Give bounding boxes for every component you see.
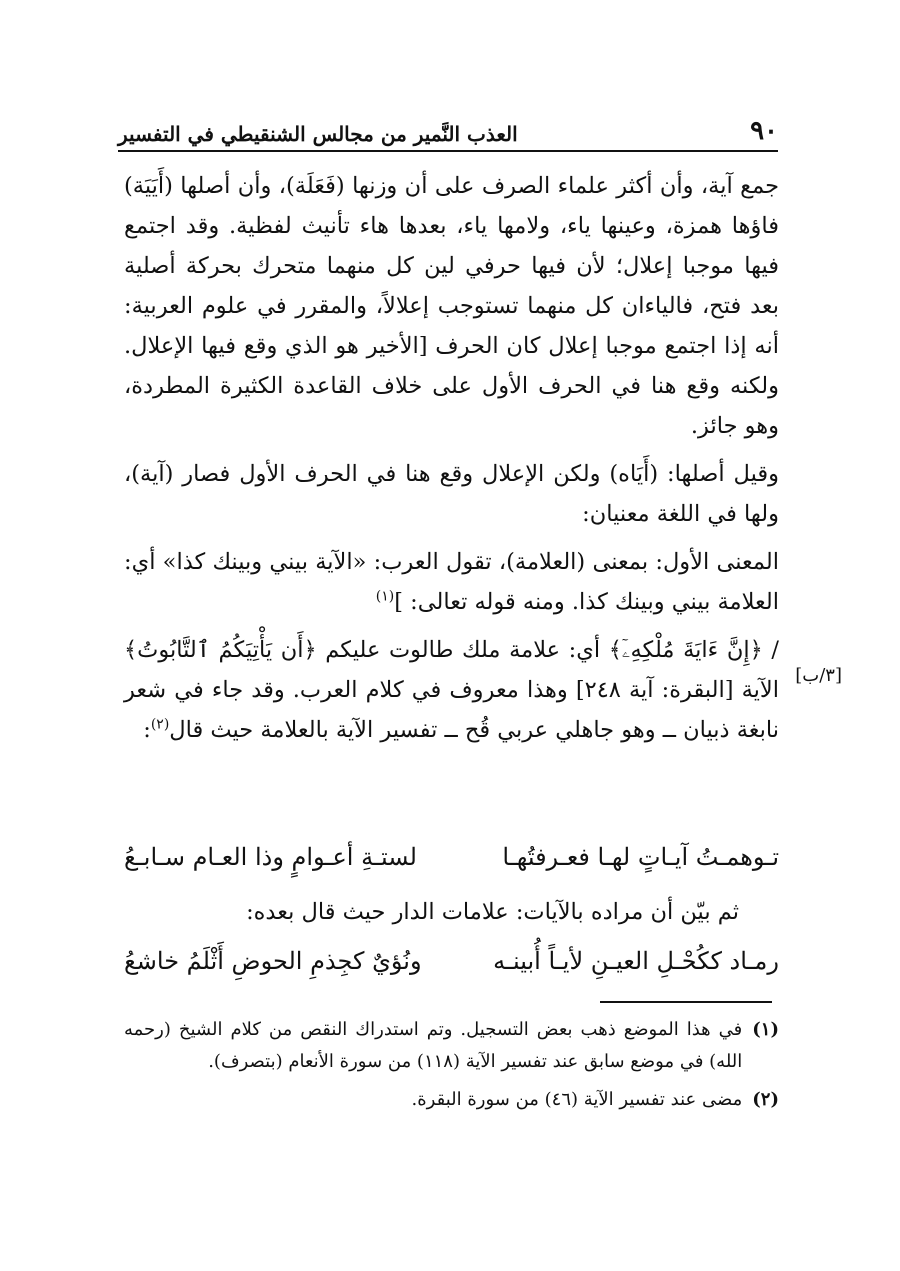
verse-2-first-hemistich: رمـاد ككُحْـلِ العيـنِ لأيـاً أُبينـه	[493, 947, 779, 975]
footnote-1-number: (١)	[752, 1019, 779, 1040]
connector-line	[124, 892, 779, 932]
paragraph-2: وقيل أصلها: (أَيَاه) ولكن الإعلال وقع هنا في الحرف الأول فصار (آية)، ولها في اللغة معنيان:	[124, 461, 779, 527]
margin-folio-marker: [٣/ب]	[795, 665, 842, 686]
poetry-verse-2	[124, 938, 779, 984]
running-header	[118, 110, 778, 146]
footnote-2-text: مضى عند تفسير الآية (٤٦) من سورة البقرة.	[411, 1089, 743, 1110]
page-number: ٩٠	[750, 116, 778, 146]
paragraph-1: جمع آية، وأن أكثر علماء الصرف على أن وزنها (فَعَلَة)، وأن أصلها (أَيَيَة) فاؤها همزة، وعينها ياء، ولامها ياء، بعدها هاء تأنيث لفظية. وقد اجتمع فيها موجبا إعلال؛ لأن فيها حرفي لين كل منهما متحرك بحركة أصلية بعد فتح، فالياءان كل منهما تستوجب إعلالاً، والمقرر في علوم العربية: أنه إذا اجتمع موجبا إعلال كان الحرف [الأخير هو الذي وقع فيها الإعلال. ولكنه وقع هنا في الحرف الأول على خلاف القاعدة الكثيرة المطردة، وهو جائز.	[124, 173, 779, 439]
footnote-2	[124, 1084, 779, 1116]
footnote-ref-1: (١)	[375, 588, 395, 605]
poetry-verse-1	[124, 834, 779, 880]
book-title: العذب النَّمير من مجالس الشنقيطي في التفسير	[118, 122, 518, 146]
paragraph-4-text: / ﴿إِنَّ ءَايَةَ مُلْكِهِۦٓ﴾ أي: علامة ملك طالوت عليكم ﴿أَن يَأْتِيَكُمُ ٱلتَّابُوتُ﴾ الآية [البقرة: آية ٢٤٨] وهذا معروف في كلام العرب. وقد جاء في شعر نابغة ذبيان ــ وهو جاهلي عربي قُح ــ تفسير الآية بالعلامة حيث قال	[124, 637, 779, 743]
paragraph-3	[124, 542, 779, 622]
footnote-1	[124, 1014, 779, 1078]
main-text	[124, 166, 779, 750]
verse-1-first-hemistich: تـوهمـتُ آيـاتٍ لهـا فعـرفتُهـا	[502, 843, 779, 871]
paragraph-4	[124, 630, 779, 750]
footnote-1-text: في هذا الموضع ذهب بعض التسجيل. وتم استدراك النقص من كلام الشيخ (رحمه الله) في موضع سابق عند تفسير الآية (١١٨) من سورة الأنعام (بتصرف).	[124, 1019, 743, 1072]
footnotes	[124, 1014, 779, 1122]
footnote-ref-2: (٢)	[150, 716, 170, 733]
paragraph-3-text: المعنى الأول: بمعنى (العلامة)، تقول العرب: «الآية بيني وبينك كذا» أي: العلامة بيني وبينك كذا. ومنه قوله تعالى: ]	[124, 549, 779, 615]
paragraph-4-colon: :	[143, 717, 151, 743]
connector-text: ثم بيّن أن مراده بالآيات: علامات الدار حيث قال بعده:	[246, 899, 739, 925]
verse-2-second-hemistich: ونُؤيٌ كجِذمِ الحوضِ أَثْلَمُ خاشعُ	[124, 947, 422, 975]
verse-1-second-hemistich: لستـةِ أعـوامٍ وذا العـام سـابـعُ	[124, 843, 417, 871]
header-rule	[118, 150, 778, 152]
footnote-2-number: (٢)	[752, 1089, 779, 1110]
footnote-separator	[600, 1001, 772, 1003]
